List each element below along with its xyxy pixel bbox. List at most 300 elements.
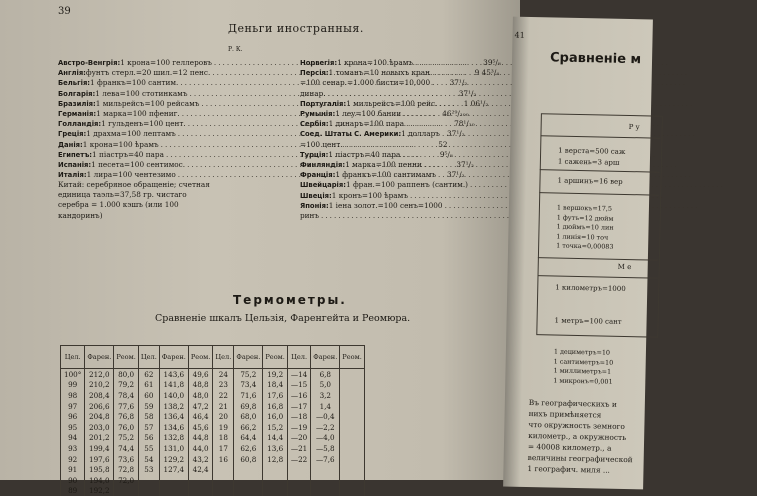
right-page-paragraph — [527, 397, 634, 476]
currency-value: 37¹/₂ — [446, 89, 476, 99]
column-header: Реом. — [188, 346, 213, 369]
table-cell — [340, 443, 365, 454]
table-cell: 62 — [138, 369, 159, 380]
china-line: единица таэль=37,58 гр. чистаго — [58, 190, 187, 199]
column-header: Цел. — [213, 346, 234, 369]
currency-rate: 1 франкъ=100 сантим. — [90, 78, 178, 88]
table-cell: —5,8 — [311, 443, 340, 454]
table-cell: 75,2 — [114, 433, 139, 444]
table-cell: 141,8 — [159, 380, 188, 391]
currency-value — [699, 129, 729, 139]
currency-rate: динар. — [300, 89, 326, 99]
table-cell — [311, 475, 340, 486]
measure-line: 1 линія=10 точ — [556, 232, 613, 243]
metric-header: М е — [618, 262, 632, 273]
thermometer-table — [60, 345, 365, 496]
currency-rate: 1 леу=100 бании — [335, 109, 401, 119]
table-cell: 62,6 — [234, 443, 263, 454]
currency-entry — [58, 89, 266, 99]
currency-entry-china — [58, 180, 266, 221]
currency-country: Голландія: — [58, 119, 101, 129]
measures-box-header: Р у — [629, 122, 640, 133]
currency-entry — [300, 58, 512, 68]
column-header: Фарен. — [85, 346, 114, 369]
currency-value — [659, 150, 689, 160]
table-cell: 54 — [138, 454, 159, 465]
table-cell: 96 — [61, 411, 85, 422]
currency-rate: 1 крона=100 геллеровъ — [120, 58, 212, 68]
table-cell: 76,0 — [114, 422, 139, 433]
paragraph-line: нихъ примѣняется — [529, 408, 634, 421]
currency-rate: 1 лира=100 чентезимо — [87, 170, 176, 180]
currency-entry — [300, 89, 512, 99]
table-cell — [340, 411, 365, 422]
measures-lines-top — [558, 146, 626, 168]
table-cell: 91 — [61, 464, 85, 475]
currency-unit-header: Р. К. — [228, 46, 242, 53]
table-cell — [340, 401, 365, 412]
currency-value — [660, 109, 690, 119]
currency-country: Франція: — [300, 170, 335, 180]
currency-value — [695, 170, 725, 180]
currency-entry — [300, 170, 512, 180]
table-cell: 17 — [213, 443, 234, 454]
table-cell — [234, 475, 263, 486]
right-page — [503, 17, 653, 490]
table-cell: 73,4 — [234, 380, 263, 391]
currency-country: Норвегія: — [300, 58, 337, 68]
currency-rate: 1 кронъ=100 ѣрамъ — [332, 191, 408, 201]
column-header: Фарен. — [234, 346, 263, 369]
table-cell: 75,2 — [234, 369, 263, 380]
column-header: Цел. — [138, 346, 159, 369]
currency-country: Швеція: — [300, 191, 332, 201]
table-cell: —20 — [287, 433, 310, 444]
currency-value — [689, 78, 719, 88]
table-cell: 59 — [138, 401, 159, 412]
table-cell: 143,6 — [159, 369, 188, 380]
measure-line: 1 дюймъ=10 лин — [556, 223, 613, 234]
currency-entry — [58, 109, 266, 119]
currency-country: Италія: — [58, 170, 87, 180]
table-cell: 14,4 — [263, 433, 288, 444]
currency-country: Греція: — [58, 129, 86, 139]
table-cell — [340, 454, 365, 465]
table-cell: 13,6 — [263, 443, 288, 454]
currency-entry — [300, 119, 512, 129]
currency-entry — [58, 99, 266, 109]
currency-rate: 1 крона=100 ѣрамъ — [83, 140, 159, 150]
table-cell — [234, 464, 263, 475]
measure-line: 1 метръ=100 сант — [554, 316, 621, 328]
table-cell: 23 — [213, 380, 234, 391]
table-cell: 131,0 — [159, 443, 188, 454]
table-cell: 206,6 — [85, 401, 114, 412]
right-page-title: Сравненіе м — [550, 50, 641, 67]
table-cell: 48,8 — [188, 380, 213, 391]
table-cell: 17,6 — [263, 390, 288, 401]
currency-rate: фунтъ стерл.=20 шил.=12 пенс. — [86, 68, 210, 78]
currency-rate: 1 драхма=100 лептамъ — [86, 129, 176, 139]
table-header-row — [61, 346, 365, 369]
table-cell: 57 — [138, 422, 159, 433]
table-cell: 98 — [61, 390, 85, 401]
table-cell: 208,4 — [85, 390, 114, 401]
table-cell — [340, 422, 365, 433]
table-cell: 199,4 — [85, 443, 114, 454]
table-cell: 72,8 — [114, 464, 139, 475]
table-body — [61, 369, 365, 496]
table-cell: 5,0 — [311, 380, 340, 391]
measure-line: 1 дециметръ=10 — [554, 348, 614, 359]
table-cell: 19,2 — [263, 369, 288, 380]
table-cell: 77,6 — [114, 401, 139, 412]
currency-rate: 1 франкъ=100 сантимамъ — [335, 170, 436, 180]
currency-entry — [58, 140, 266, 150]
table-cell: 21 — [213, 401, 234, 412]
currency-entry — [58, 160, 266, 170]
currency-rate: 1 томанъ=10 новыхъ кран. — [329, 68, 433, 78]
table-cell: 94 — [61, 433, 85, 444]
currency-entry — [300, 211, 512, 221]
currency-value: 37¹/₂ — [437, 78, 467, 88]
currency-entry — [58, 119, 266, 129]
currency-value: 9 45³/₄ — [469, 68, 499, 78]
table-cell — [213, 486, 234, 496]
table-cell: —22 — [287, 454, 310, 465]
currency-entry — [300, 191, 512, 201]
table-cell: 132,8 — [159, 433, 188, 444]
measure-line: 1 сажень=3 арш — [558, 156, 625, 168]
table-cell — [188, 486, 213, 496]
currency-country: Англія: — [58, 68, 86, 78]
table-cell: 197,6 — [85, 454, 114, 465]
currency-entry — [58, 150, 266, 160]
table-cell: 78,4 — [114, 390, 139, 401]
currency-rate: 1 крона=100 ѣрамъ — [337, 58, 413, 68]
table-cell: 129,2 — [159, 454, 188, 465]
table-cell: 80,0 — [114, 369, 139, 380]
currency-value: 37¹/₂ — [444, 160, 474, 170]
currency-country: Турція: — [300, 150, 328, 160]
currency-value: 37¹/₂ — [435, 129, 465, 139]
table-cell — [311, 464, 340, 475]
column-header: Реом. — [263, 346, 288, 369]
table-cell: 1,4 — [311, 401, 340, 412]
table-cell: 44,0 — [188, 443, 213, 454]
column-header: Реом. — [114, 346, 139, 369]
measure-line: 1 миллиметръ=1 — [553, 367, 613, 378]
currency-country: Данія: — [58, 140, 83, 150]
currency-entry — [58, 58, 266, 68]
measure-line: 1 километръ=1000 — [555, 283, 626, 295]
table-cell: 71,6 — [234, 390, 263, 401]
currency-rate: 1 iена золот.=100 сенъ=1000 — [329, 201, 443, 211]
measures-lines-small — [556, 204, 614, 253]
table-row — [61, 486, 365, 496]
table-cell — [213, 475, 234, 486]
table-row — [61, 401, 365, 412]
table-cell: —18 — [287, 411, 310, 422]
currency-country: Китай: — [58, 180, 84, 189]
table-cell: 20 — [213, 411, 234, 422]
currency-country: Египетъ: — [58, 150, 92, 160]
page-title: Деньги иностранныя. — [228, 22, 364, 35]
table-cell: 44,8 — [188, 433, 213, 444]
table-cell: 138,2 — [159, 401, 188, 412]
table-row — [61, 454, 365, 465]
table-cell: 100° — [61, 369, 85, 380]
table-cell: 204,8 — [85, 411, 114, 422]
table-cell: 16 — [213, 454, 234, 465]
table-cell: 49,6 — [188, 369, 213, 380]
table-cell — [263, 464, 288, 475]
table-cell: 61 — [138, 380, 159, 391]
currency-rate: 1 піастръ=40 пара — [92, 150, 164, 160]
table-cell — [311, 486, 340, 496]
currency-rate: 1 мильрейсъ=100 рейс. — [346, 99, 437, 109]
measure-line: 1 аршинъ=16 вер — [557, 176, 622, 188]
table-row — [61, 390, 365, 401]
currency-country: Испанія: — [58, 160, 91, 170]
table-cell — [138, 475, 159, 486]
currency-value — [672, 58, 702, 68]
currency-entry — [58, 170, 266, 180]
currency-country: Финляндія: — [300, 160, 345, 170]
currency-entry — [300, 150, 512, 160]
table-cell: 19 — [213, 422, 234, 433]
china-line: кандоринъ) — [58, 211, 103, 220]
table-cell: 92 — [61, 454, 85, 465]
currency-rate: 1 песета=100 сентимос. — [91, 160, 185, 170]
table-cell: —15 — [287, 380, 310, 391]
table-cell: 192,2 — [85, 486, 114, 496]
table-cell: 134,6 — [159, 422, 188, 433]
currency-rate: 1 фран.=100 раппенъ (сантим.) — [346, 180, 468, 190]
table-cell: 58 — [138, 411, 159, 422]
currency-country: Персія: — [300, 68, 329, 78]
currency-value: 78¹/₁₀ — [445, 119, 475, 129]
paragraph-line: что окружность земного — [528, 419, 633, 432]
paragraph-line: километр., а окружность — [528, 430, 633, 443]
table-cell — [340, 486, 365, 496]
table-cell: 93 — [61, 443, 85, 454]
currency-rate: 1 марка=100 пфениг. — [96, 109, 180, 119]
currency-country: Сербія: — [300, 119, 329, 129]
table-cell: 16,0 — [263, 411, 288, 422]
currency-rate: 1 гульденъ=100 цент. — [101, 119, 186, 129]
currency-entry — [300, 99, 512, 109]
currency-entry — [300, 140, 512, 150]
table-cell: 60,8 — [234, 454, 263, 465]
table-cell: 195,8 — [85, 464, 114, 475]
currency-entry — [300, 160, 512, 170]
page-number-right: 41 — [514, 31, 524, 40]
page-number-left: 39 — [58, 6, 71, 17]
column-header: Цел. — [287, 346, 310, 369]
currency-country: Бельгія: — [58, 78, 90, 88]
currency-country: Румынія: — [300, 109, 335, 119]
currency-value — [681, 160, 711, 170]
table-cell: 12,8 — [263, 454, 288, 465]
table-cell: 64,4 — [234, 433, 263, 444]
column-header: Цел. — [61, 346, 85, 369]
table-cell — [340, 390, 365, 401]
table-cell: 72,0 — [114, 475, 139, 486]
currency-country: Японія: — [300, 201, 329, 211]
currency-value — [701, 201, 731, 211]
table-cell — [138, 486, 159, 496]
table-cell: 89 — [61, 486, 85, 496]
metric-lines-small — [553, 348, 613, 387]
table-cell: 210,2 — [85, 380, 114, 391]
table-cell — [234, 486, 263, 496]
table-cell: 136,4 — [159, 411, 188, 422]
currency-value — [663, 119, 693, 129]
currency-rate: =100 сенар.=1.000 бисти=10,000 — [300, 78, 430, 88]
currency-value — [696, 99, 726, 109]
table-cell: 60 — [138, 390, 159, 401]
table-cell: —0,4 — [311, 411, 340, 422]
table-cell: 43,2 — [188, 454, 213, 465]
currency-country: Швейцарія: — [300, 180, 346, 190]
currency-entry — [300, 129, 512, 139]
table-cell: 6,8 — [311, 369, 340, 380]
table-cell: —4,0 — [311, 433, 340, 444]
table-cell: 53 — [138, 464, 159, 475]
measure-line: 1 сантиметръ=10 — [554, 357, 614, 368]
table-cell: 69,8 — [234, 401, 263, 412]
table-row — [61, 464, 365, 475]
table-cell: 42,4 — [188, 464, 213, 475]
table-cell: 97 — [61, 401, 85, 412]
currency-value: 9⁵/₈ — [423, 150, 453, 160]
currency-country: Германія: — [58, 109, 96, 119]
table-row — [61, 443, 365, 454]
thermometers-title: Термометры. — [233, 293, 347, 307]
currency-entry — [58, 68, 266, 78]
table-cell: 55 — [138, 443, 159, 454]
table-cell: 99 — [61, 380, 85, 391]
table-cell: 194,0 — [85, 475, 114, 486]
currency-list-left — [58, 58, 266, 180]
table-cell: 16,8 — [263, 401, 288, 412]
table-cell — [213, 464, 234, 475]
table-cell — [340, 380, 365, 391]
measure-line: 1 точка=0,00083 — [556, 242, 613, 253]
table-cell: 90 — [61, 475, 85, 486]
china-line: серебряное обращеніе; счетная — [84, 180, 210, 189]
paragraph-line: = 40008 километр., а — [528, 441, 633, 454]
table-cell: 22 — [213, 390, 234, 401]
paragraph-line: 1 географич. миля ... — [527, 463, 632, 476]
table-cell: 3,2 — [311, 390, 340, 401]
table-cell: —19 — [287, 422, 310, 433]
currency-entry — [58, 78, 266, 88]
table-cell: 76,8 — [114, 411, 139, 422]
table-cell: —2,2 — [311, 422, 340, 433]
currency-value — [691, 68, 721, 78]
table-cell — [340, 369, 365, 380]
table-cell — [114, 486, 139, 496]
table-cell: 95 — [61, 422, 85, 433]
table-cell: 24 — [213, 369, 234, 380]
currency-country: Австро-Венгрія: — [58, 58, 120, 68]
currency-value: 46²⁹/₁₀₀ — [439, 109, 469, 119]
table-cell: 79,2 — [114, 380, 139, 391]
currency-value: 1 06¹/₂ — [458, 99, 488, 109]
currency-value: 39⁵/₈ — [471, 58, 501, 68]
measure-line: 1 верста=500 саж — [558, 146, 625, 158]
table-cell — [340, 464, 365, 475]
currency-rate: 1 долларъ — [401, 129, 440, 139]
table-cell: 74,4 — [114, 443, 139, 454]
currency-entry — [300, 180, 512, 190]
table-cell: 15,2 — [263, 422, 288, 433]
table-row — [61, 380, 365, 391]
table-cell: 201,2 — [85, 433, 114, 444]
china-line: серебра = 1.000 кэшъ (или 100 — [58, 200, 179, 209]
currency-value: 37¹/₂ — [435, 170, 465, 180]
table-cell: 140,0 — [159, 390, 188, 401]
table-cell: —21 — [287, 443, 310, 454]
table-cell: 68,0 — [234, 411, 263, 422]
table-cell: 212,0 — [85, 369, 114, 380]
table-row — [61, 422, 365, 433]
table-cell: —17 — [287, 401, 310, 412]
table-row — [61, 369, 365, 380]
column-header: Реом. — [340, 346, 365, 369]
currency-rate: 1 мильрейсъ=100 рейсамъ — [96, 99, 200, 109]
table-cell: 203,0 — [85, 422, 114, 433]
currency-rate: 1 динаръ=100 пара — [329, 119, 404, 129]
measure-line: 1 футъ=12 дюйм — [557, 213, 614, 224]
column-header: Фарен. — [159, 346, 188, 369]
table-cell: —14 — [287, 369, 310, 380]
table-row — [61, 475, 365, 486]
currency-country: Болгарія: — [58, 89, 95, 99]
table-cell: 56 — [138, 433, 159, 444]
table-cell — [263, 486, 288, 496]
currency-entry — [300, 68, 512, 78]
measure-line: 1 вершокъ=17,5 — [557, 204, 614, 215]
table-row — [61, 411, 365, 422]
currency-value — [667, 191, 697, 201]
currency-rate: 1 лева=100 стотинкамъ — [95, 89, 187, 99]
table-cell — [287, 475, 310, 486]
table-cell: 46,4 — [188, 411, 213, 422]
table-cell: 47,2 — [188, 401, 213, 412]
currency-value — [727, 180, 757, 190]
table-cell: —7,6 — [311, 454, 340, 465]
table-cell: 18,4 — [263, 380, 288, 391]
paragraph-line: величины географической — [528, 452, 633, 465]
table-row — [61, 433, 365, 444]
currency-entry — [58, 129, 266, 139]
currency-rate: =100 цент. — [300, 140, 343, 150]
table-cell: 127,4 — [159, 464, 188, 475]
measure-line: 1 микронъ=0,001 — [553, 376, 613, 387]
currency-country: Португалія: — [300, 99, 346, 109]
currency-entry — [300, 109, 512, 119]
table-cell — [188, 475, 213, 486]
currency-list-right — [300, 58, 512, 221]
thermometers-subtitle: Сравненіе шкалъ Цельзія, Фаренгейта и Реомюра. — [155, 313, 410, 324]
table-cell — [159, 475, 188, 486]
table-cell — [263, 475, 288, 486]
table-cell: 73,6 — [114, 454, 139, 465]
table-cell: —16 — [287, 390, 310, 401]
